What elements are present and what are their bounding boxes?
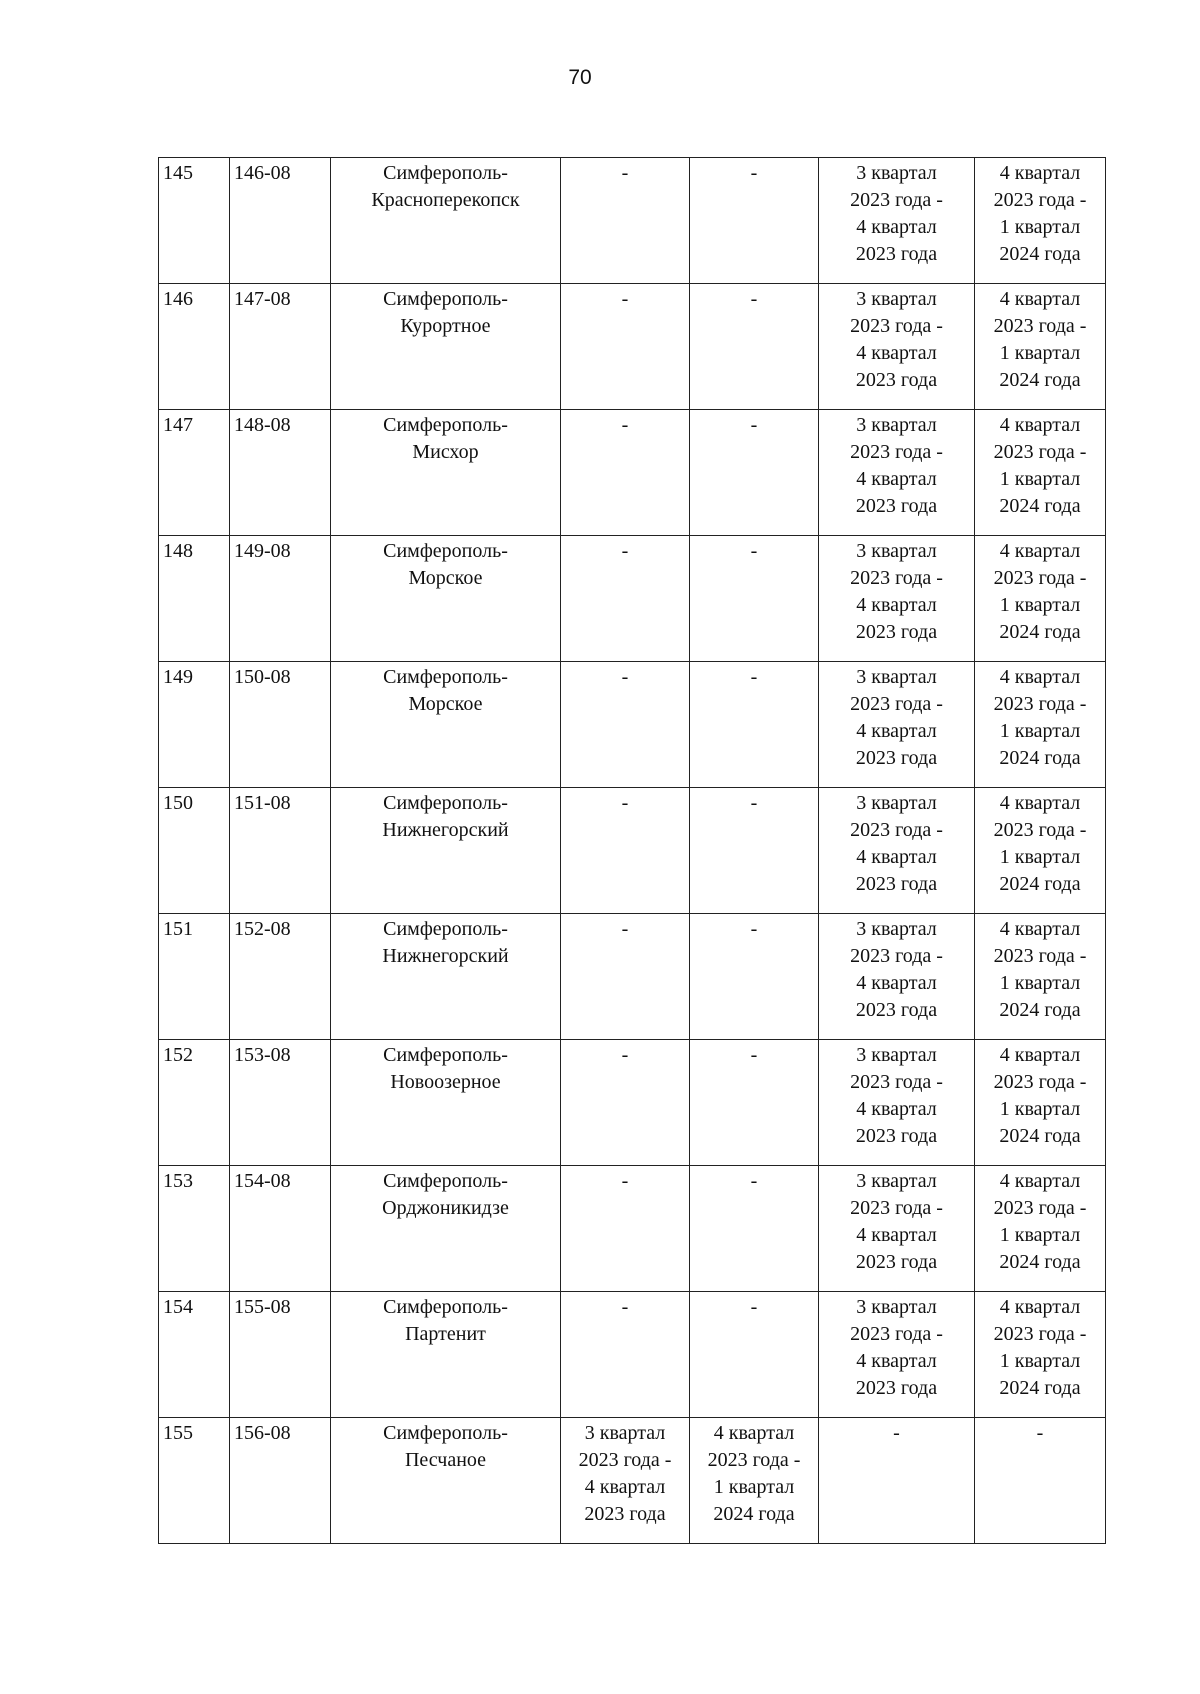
row-number-cell: 146 [159,284,230,410]
period-2-cell: 4 квартал 2023 года - 1 квартал 2024 года [690,1418,819,1544]
schedule-table [158,157,1106,1544]
period-1-cell: - [561,1292,690,1418]
table-row [159,788,1106,914]
period-3-cell: 3 квартал 2023 года - 4 квартал 2023 года [819,662,975,788]
period-3-cell: 3 квартал 2023 года - 4 квартал 2023 года [819,536,975,662]
table-row [159,1418,1106,1544]
table-row [159,662,1106,788]
period-3-cell: 3 квартал 2023 года - 4 квартал 2023 года [819,410,975,536]
period-3-cell: 3 квартал 2023 года - 4 квартал 2023 года [819,284,975,410]
row-number-cell: 154 [159,1292,230,1418]
route-code-cell: 152-08 [230,914,331,1040]
route-name-cell: Симферополь- Морское [331,662,561,788]
period-4-cell: 4 квартал 2023 года - 1 квартал 2024 года [975,536,1106,662]
period-3-cell: 3 квартал 2023 года - 4 квартал 2023 года [819,1166,975,1292]
route-code-cell: 148-08 [230,410,331,536]
route-name-cell: Симферополь- Курортное [331,284,561,410]
route-code-cell: 150-08 [230,662,331,788]
route-code-cell: 153-08 [230,1040,331,1166]
route-code-cell: 146-08 [230,158,331,284]
table-row [159,284,1106,410]
period-3-cell: 3 квартал 2023 года - 4 квартал 2023 года [819,1040,975,1166]
route-name-cell: Симферополь- Морское [331,536,561,662]
route-code-cell: 156-08 [230,1418,331,1544]
route-code-cell: 151-08 [230,788,331,914]
row-number-cell: 155 [159,1418,230,1544]
period-4-cell: 4 квартал 2023 года - 1 квартал 2024 года [975,284,1106,410]
period-2-cell: - [690,284,819,410]
period-2-cell: - [690,1166,819,1292]
table-row [159,914,1106,1040]
row-number-cell: 150 [159,788,230,914]
period-1-cell: - [561,1040,690,1166]
period-1-cell: - [561,662,690,788]
period-1-cell: - [561,158,690,284]
route-name-cell: Симферополь- Партенит [331,1292,561,1418]
row-number-cell: 152 [159,1040,230,1166]
period-4-cell: 4 квартал 2023 года - 1 квартал 2024 года [975,158,1106,284]
period-2-cell: - [690,662,819,788]
period-2-cell: - [690,158,819,284]
period-4-cell: 4 квартал 2023 года - 1 квартал 2024 года [975,788,1106,914]
period-2-cell: - [690,536,819,662]
period-3-cell: 3 квартал 2023 года - 4 квартал 2023 года [819,788,975,914]
period-1-cell: - [561,788,690,914]
route-name-cell: Симферополь- Песчаное [331,1418,561,1544]
page-number: 70 [568,66,592,89]
period-4-cell: 4 квартал 2023 года - 1 квартал 2024 года [975,914,1106,1040]
route-name-cell: Симферополь- Мисхор [331,410,561,536]
period-2-cell: - [690,788,819,914]
period-4-cell: 4 квартал 2023 года - 1 квартал 2024 года [975,1292,1106,1418]
row-number-cell: 153 [159,1166,230,1292]
table-row [159,1166,1106,1292]
period-1-cell: - [561,1166,690,1292]
period-3-cell: - [819,1418,975,1544]
period-4-cell: - [975,1418,1106,1544]
table-row [159,1292,1106,1418]
route-code-cell: 154-08 [230,1166,331,1292]
period-1-cell: - [561,914,690,1040]
period-4-cell: 4 квартал 2023 года - 1 квартал 2024 года [975,662,1106,788]
period-2-cell: - [690,914,819,1040]
period-2-cell: - [690,410,819,536]
period-3-cell: 3 квартал 2023 года - 4 квартал 2023 года [819,914,975,1040]
route-name-cell: Симферополь- Красноперекопск [331,158,561,284]
period-2-cell: - [690,1040,819,1166]
period-1-cell: - [561,410,690,536]
period-1-cell: - [561,284,690,410]
period-4-cell: 4 квартал 2023 года - 1 квартал 2024 года [975,410,1106,536]
period-4-cell: 4 квартал 2023 года - 1 квартал 2024 года [975,1166,1106,1292]
row-number-cell: 148 [159,536,230,662]
route-name-cell: Симферополь- Новоозерное [331,1040,561,1166]
table-row [159,536,1106,662]
route-code-cell: 149-08 [230,536,331,662]
row-number-cell: 145 [159,158,230,284]
route-name-cell: Симферополь- Орджоникидзе [331,1166,561,1292]
row-number-cell: 149 [159,662,230,788]
table-row [159,410,1106,536]
route-name-cell: Симферополь- Нижнегорский [331,914,561,1040]
row-number-cell: 151 [159,914,230,1040]
period-4-cell: 4 квартал 2023 года - 1 квартал 2024 года [975,1040,1106,1166]
period-1-cell: - [561,536,690,662]
period-3-cell: 3 квартал 2023 года - 4 квартал 2023 года [819,158,975,284]
route-code-cell: 147-08 [230,284,331,410]
route-code-cell: 155-08 [230,1292,331,1418]
table-row [159,158,1106,284]
route-name-cell: Симферополь- Нижнегорский [331,788,561,914]
period-1-cell: 3 квартал 2023 года - 4 квартал 2023 года [561,1418,690,1544]
period-2-cell: - [690,1292,819,1418]
table-row [159,1040,1106,1166]
period-3-cell: 3 квартал 2023 года - 4 квартал 2023 года [819,1292,975,1418]
row-number-cell: 147 [159,410,230,536]
